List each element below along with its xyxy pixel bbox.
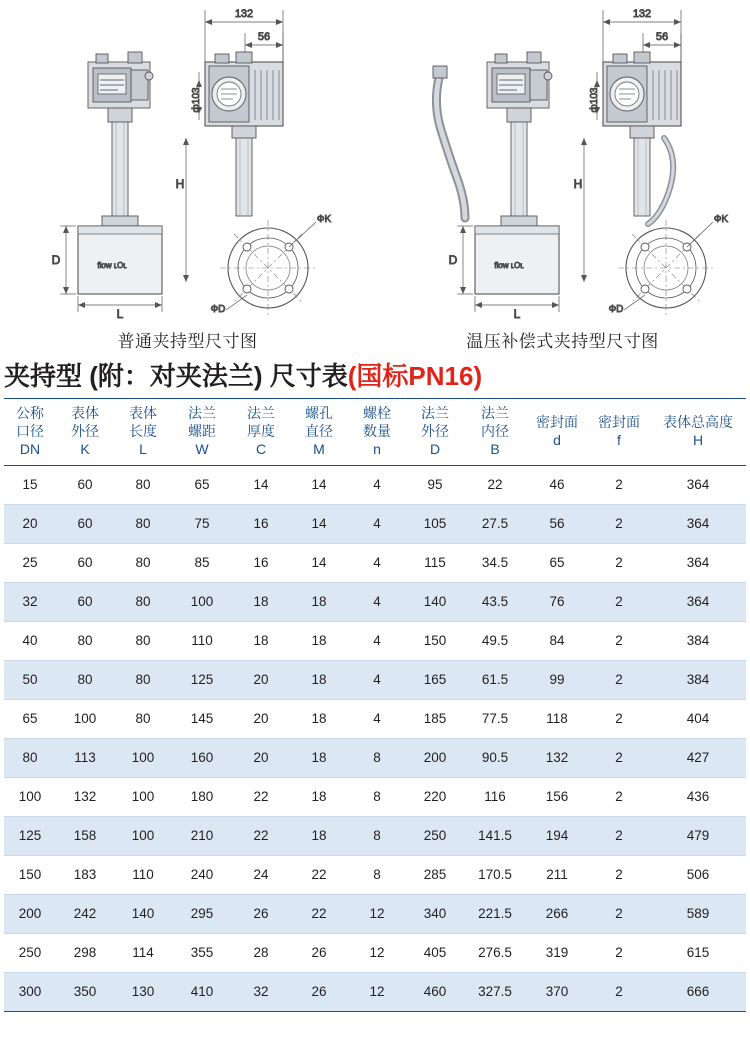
- col-header-n-line1: 螺栓: [363, 404, 391, 421]
- cell-m: 14: [290, 543, 348, 582]
- cell-l: 140: [114, 894, 172, 933]
- cell-seal-d: 76: [526, 582, 588, 621]
- dim-label-phiD-right: ФD: [608, 304, 624, 315]
- cell-c: 18: [232, 621, 290, 660]
- col-header-seal-d-line2: 密封面: [536, 413, 578, 430]
- cell-b: 170.5: [464, 855, 526, 894]
- cell-m: 14: [290, 504, 348, 543]
- cell-seal-f: 2: [588, 465, 650, 504]
- table-row: [4, 699, 746, 738]
- cell-seal-f: 2: [588, 777, 650, 816]
- cell-m: 18: [290, 777, 348, 816]
- cell-m: 26: [290, 933, 348, 972]
- cell-m: 18: [290, 582, 348, 621]
- col-header-m-line2: 直径: [305, 422, 333, 439]
- cell-h: 364: [650, 543, 746, 582]
- col-header-seal-f-sym: f: [617, 431, 621, 448]
- col-header-dn-line2: 口径: [16, 422, 44, 439]
- cell-seal-f: 2: [588, 855, 650, 894]
- col-header-h-sym: H: [692, 431, 704, 448]
- cell-d: 165: [406, 660, 464, 699]
- cell-l: 110: [114, 855, 172, 894]
- col-header-c-line2: 厚度: [247, 422, 275, 439]
- cell-seal-d: 118: [526, 699, 588, 738]
- cell-l: 100: [114, 738, 172, 777]
- dim-label-132-right: 132: [632, 8, 652, 20]
- cell-c: 32: [232, 972, 290, 1011]
- dim-label-L-left: L: [116, 307, 124, 321]
- cell-h: 506: [650, 855, 746, 894]
- cell-b: 276.5: [464, 933, 526, 972]
- col-header-b-line2: 内径: [481, 422, 509, 439]
- cell-w: 180: [172, 777, 232, 816]
- cell-k: 60: [56, 543, 114, 582]
- col-header-w: [172, 398, 232, 465]
- cell-l: 80: [114, 660, 172, 699]
- col-header-seal-d-sym: d: [553, 431, 561, 448]
- cell-w: 410: [172, 972, 232, 1011]
- cell-dn: 125: [4, 816, 56, 855]
- cell-w: 240: [172, 855, 232, 894]
- svg-text:flow ʟOʟ: flow ʟOʟ: [494, 261, 524, 270]
- cell-seal-f: 2: [588, 660, 650, 699]
- cell-c: 22: [232, 777, 290, 816]
- cell-seal-d: 84: [526, 621, 588, 660]
- col-header-l-line2: 长度: [129, 422, 157, 439]
- cell-dn: 150: [4, 855, 56, 894]
- dim-label-56-left: 56: [257, 31, 271, 43]
- caption-temp-pressure-clamp: 温压补偿式夹持型尺寸图: [466, 332, 659, 351]
- cell-dn: 32: [4, 582, 56, 621]
- dim-label-phiK-right: ФK: [713, 214, 729, 225]
- cell-seal-f: 2: [588, 738, 650, 777]
- col-header-k-sym: K: [80, 440, 90, 457]
- col-header-d-outer-sym: D: [429, 440, 441, 457]
- table-row: [4, 816, 746, 855]
- cell-l: 130: [114, 972, 172, 1011]
- cell-d: 460: [406, 972, 464, 1011]
- cell-c: 22: [232, 816, 290, 855]
- cell-m: 18: [290, 699, 348, 738]
- cell-b: 49.5: [464, 621, 526, 660]
- cell-n: 12: [348, 972, 406, 1011]
- cell-w: 85: [172, 543, 232, 582]
- cell-n: 4: [348, 504, 406, 543]
- cell-h: 427: [650, 738, 746, 777]
- table-row: [4, 660, 746, 699]
- cell-l: 80: [114, 465, 172, 504]
- cell-b: 77.5: [464, 699, 526, 738]
- cell-k: 100: [56, 699, 114, 738]
- col-header-seal-f-line2: 密封面: [598, 413, 640, 430]
- cell-c: 20: [232, 660, 290, 699]
- cell-h: 384: [650, 660, 746, 699]
- cell-k: 60: [56, 465, 114, 504]
- col-header-n: [348, 398, 406, 465]
- col-header-m-line1: 螺孔: [305, 404, 333, 421]
- col-header-h-line2: 表体总高度: [663, 413, 733, 430]
- cell-dn: 200: [4, 894, 56, 933]
- cell-h: 436: [650, 777, 746, 816]
- cell-m: 22: [290, 894, 348, 933]
- cell-b: 61.5: [464, 660, 526, 699]
- cell-w: 210: [172, 816, 232, 855]
- cell-h: 479: [650, 816, 746, 855]
- cell-h: 404: [650, 699, 746, 738]
- cell-m: 18: [290, 816, 348, 855]
- col-header-h: [650, 398, 746, 465]
- cell-c: 16: [232, 543, 290, 582]
- cell-seal-d: 266: [526, 894, 588, 933]
- cell-seal-f: 2: [588, 582, 650, 621]
- table-header-row: [4, 398, 746, 465]
- col-header-b-line1: 法兰: [481, 404, 509, 421]
- table-body: [4, 465, 746, 1011]
- cell-l: 100: [114, 816, 172, 855]
- cell-seal-f: 2: [588, 699, 650, 738]
- cell-seal-d: 370: [526, 972, 588, 1011]
- cell-h: 364: [650, 582, 746, 621]
- cell-dn: 50: [4, 660, 56, 699]
- col-header-w-line1: 法兰: [188, 404, 216, 421]
- cell-n: 8: [348, 816, 406, 855]
- col-header-n-sym: n: [373, 440, 381, 457]
- table-row: [4, 894, 746, 933]
- dim-label-H-right: H: [573, 177, 583, 191]
- cell-dn: 20: [4, 504, 56, 543]
- col-header-l-line1: 表体: [129, 404, 157, 421]
- col-header-seal-f: [588, 398, 650, 465]
- cell-c: 18: [232, 582, 290, 621]
- cell-dn: 300: [4, 972, 56, 1011]
- col-header-c: [232, 398, 290, 465]
- cell-d: 250: [406, 816, 464, 855]
- dim-label-D-left: D: [51, 253, 61, 267]
- dim-label-56-right: 56: [655, 31, 669, 43]
- cell-n: 12: [348, 933, 406, 972]
- cell-c: 16: [232, 504, 290, 543]
- cell-c: 20: [232, 738, 290, 777]
- cell-n: 4: [348, 543, 406, 582]
- caption-standard-clamp: 普通夹持型尺寸图: [117, 332, 258, 351]
- cell-w: 125: [172, 660, 232, 699]
- cell-b: 116: [464, 777, 526, 816]
- table-title: [0, 360, 750, 398]
- cell-dn: 250: [4, 933, 56, 972]
- cell-b: 34.5: [464, 543, 526, 582]
- cell-k: 113: [56, 738, 114, 777]
- col-header-n-line2: 数量: [363, 422, 391, 439]
- cell-m: 14: [290, 465, 348, 504]
- col-header-k-line1: 表体: [71, 404, 99, 421]
- cell-k: 183: [56, 855, 114, 894]
- col-header-d-outer-line1: 法兰: [421, 404, 449, 421]
- cell-w: 110: [172, 621, 232, 660]
- col-header-dn-line1: 公称: [16, 404, 44, 421]
- cell-seal-d: 65: [526, 543, 588, 582]
- cell-seal-d: 56: [526, 504, 588, 543]
- cell-dn: 65: [4, 699, 56, 738]
- col-header-c-sym: C: [255, 440, 267, 457]
- diagram-standard-clamp: [0, 0, 375, 360]
- col-header-b: [464, 398, 526, 465]
- cell-h: 666: [650, 972, 746, 1011]
- table-row: [4, 543, 746, 582]
- cell-k: 80: [56, 621, 114, 660]
- col-header-b-sym: B: [490, 440, 500, 457]
- cell-n: 4: [348, 699, 406, 738]
- cell-dn: 80: [4, 738, 56, 777]
- table-row: [4, 933, 746, 972]
- cell-h: 589: [650, 894, 746, 933]
- cell-l: 80: [114, 621, 172, 660]
- col-header-d-outer-line2: 外径: [421, 422, 449, 439]
- cell-k: 298: [56, 933, 114, 972]
- table-row: [4, 777, 746, 816]
- cell-m: 22: [290, 855, 348, 894]
- cell-c: 28: [232, 933, 290, 972]
- cell-n: 4: [348, 660, 406, 699]
- cell-seal-d: 319: [526, 933, 588, 972]
- col-header-m-sym: M: [313, 440, 325, 457]
- cell-l: 114: [114, 933, 172, 972]
- cell-seal-f: 2: [588, 543, 650, 582]
- cell-seal-d: 156: [526, 777, 588, 816]
- cell-dn: 100: [4, 777, 56, 816]
- dim-label-D-right: D: [448, 253, 458, 267]
- cell-k: 350: [56, 972, 114, 1011]
- cell-b: 221.5: [464, 894, 526, 933]
- dimensions-table: [4, 398, 746, 1012]
- col-header-w-line2: 螺距: [188, 422, 216, 439]
- col-header-l: [114, 398, 172, 465]
- cell-d: 185: [406, 699, 464, 738]
- cell-b: 27.5: [464, 504, 526, 543]
- dim-label-H-left: H: [175, 177, 185, 191]
- cell-w: 100: [172, 582, 232, 621]
- cell-h: 384: [650, 621, 746, 660]
- col-header-m: [290, 398, 348, 465]
- cell-k: 242: [56, 894, 114, 933]
- cell-d: 220: [406, 777, 464, 816]
- col-header-l-sym: L: [139, 440, 147, 457]
- dim-label-phi103-right: ф103: [589, 87, 600, 113]
- cell-seal-f: 2: [588, 894, 650, 933]
- table-row: [4, 738, 746, 777]
- cell-n: 4: [348, 582, 406, 621]
- svg-text:flow ʟOʟ: flow ʟOʟ: [97, 261, 127, 270]
- cell-b: 43.5: [464, 582, 526, 621]
- cell-dn: 15: [4, 465, 56, 504]
- dim-label-L-right: L: [513, 307, 521, 321]
- cell-d: 405: [406, 933, 464, 972]
- cell-c: 14: [232, 465, 290, 504]
- dim-label-132-left: 132: [234, 8, 254, 20]
- cell-d: 140: [406, 582, 464, 621]
- col-header-w-sym: W: [195, 440, 209, 457]
- cell-b: 90.5: [464, 738, 526, 777]
- diagram-temp-pressure-clamp: [375, 0, 750, 360]
- cell-l: 80: [114, 582, 172, 621]
- col-header-dn-sym: DN: [19, 440, 41, 457]
- table-row: [4, 504, 746, 543]
- cell-dn: 25: [4, 543, 56, 582]
- table-row: [4, 855, 746, 894]
- cell-n: 12: [348, 894, 406, 933]
- cell-m: 18: [290, 621, 348, 660]
- diagram-temp-pressure-clamp-drawing: [375, 0, 750, 360]
- cell-seal-f: 2: [588, 816, 650, 855]
- diagram-standard-clamp-drawing: [0, 0, 375, 360]
- cell-k: 132: [56, 777, 114, 816]
- diagram-area: [0, 0, 750, 360]
- dim-label-phi103-left: ф103: [191, 87, 202, 113]
- table-row: [4, 465, 746, 504]
- cell-b: 327.5: [464, 972, 526, 1011]
- cell-c: 20: [232, 699, 290, 738]
- cell-n: 8: [348, 855, 406, 894]
- dim-label-phiD-left: ФD: [210, 304, 226, 315]
- cell-seal-f: 2: [588, 621, 650, 660]
- cell-m: 26: [290, 972, 348, 1011]
- col-header-d-outer: [406, 398, 464, 465]
- cell-w: 295: [172, 894, 232, 933]
- cell-n: 8: [348, 777, 406, 816]
- cell-dn: 40: [4, 621, 56, 660]
- cell-seal-f: 2: [588, 933, 650, 972]
- cell-l: 80: [114, 543, 172, 582]
- table-title-main: 夹持型 (附：对夹法兰) 尺寸表: [4, 361, 348, 391]
- table-title-standard: (国标PN16): [347, 361, 483, 391]
- col-header-seal-d: [526, 398, 588, 465]
- col-header-k-line2: 外径: [71, 422, 99, 439]
- cell-b: 141.5: [464, 816, 526, 855]
- cell-l: 80: [114, 699, 172, 738]
- cell-w: 145: [172, 699, 232, 738]
- table-row: [4, 621, 746, 660]
- table-row: [4, 582, 746, 621]
- cell-k: 60: [56, 582, 114, 621]
- cell-seal-f: 2: [588, 504, 650, 543]
- cell-b: 22: [464, 465, 526, 504]
- cell-c: 26: [232, 894, 290, 933]
- cell-k: 80: [56, 660, 114, 699]
- cell-l: 80: [114, 504, 172, 543]
- cell-d: 150: [406, 621, 464, 660]
- cell-w: 65: [172, 465, 232, 504]
- cell-h: 615: [650, 933, 746, 972]
- cell-d: 285: [406, 855, 464, 894]
- cell-h: 364: [650, 504, 746, 543]
- cell-n: 4: [348, 465, 406, 504]
- cell-seal-d: 211: [526, 855, 588, 894]
- cell-k: 158: [56, 816, 114, 855]
- cell-seal-d: 194: [526, 816, 588, 855]
- cell-n: 4: [348, 621, 406, 660]
- cell-l: 100: [114, 777, 172, 816]
- cell-seal-d: 46: [526, 465, 588, 504]
- col-header-k: [56, 398, 114, 465]
- cell-c: 24: [232, 855, 290, 894]
- cell-w: 160: [172, 738, 232, 777]
- col-header-dn: [4, 398, 56, 465]
- cell-seal-d: 132: [526, 738, 588, 777]
- cell-m: 18: [290, 660, 348, 699]
- cell-d: 340: [406, 894, 464, 933]
- col-header-c-line1: 法兰: [247, 404, 275, 421]
- cell-w: 75: [172, 504, 232, 543]
- cell-seal-f: 2: [588, 972, 650, 1011]
- cell-d: 115: [406, 543, 464, 582]
- cell-k: 60: [56, 504, 114, 543]
- cell-h: 364: [650, 465, 746, 504]
- dim-label-phiK-left: ФK: [316, 214, 332, 225]
- cell-d: 200: [406, 738, 464, 777]
- cell-w: 355: [172, 933, 232, 972]
- table-row: [4, 972, 746, 1011]
- cell-d: 95: [406, 465, 464, 504]
- cell-n: 8: [348, 738, 406, 777]
- cell-d: 105: [406, 504, 464, 543]
- cell-seal-d: 99: [526, 660, 588, 699]
- cell-m: 18: [290, 738, 348, 777]
